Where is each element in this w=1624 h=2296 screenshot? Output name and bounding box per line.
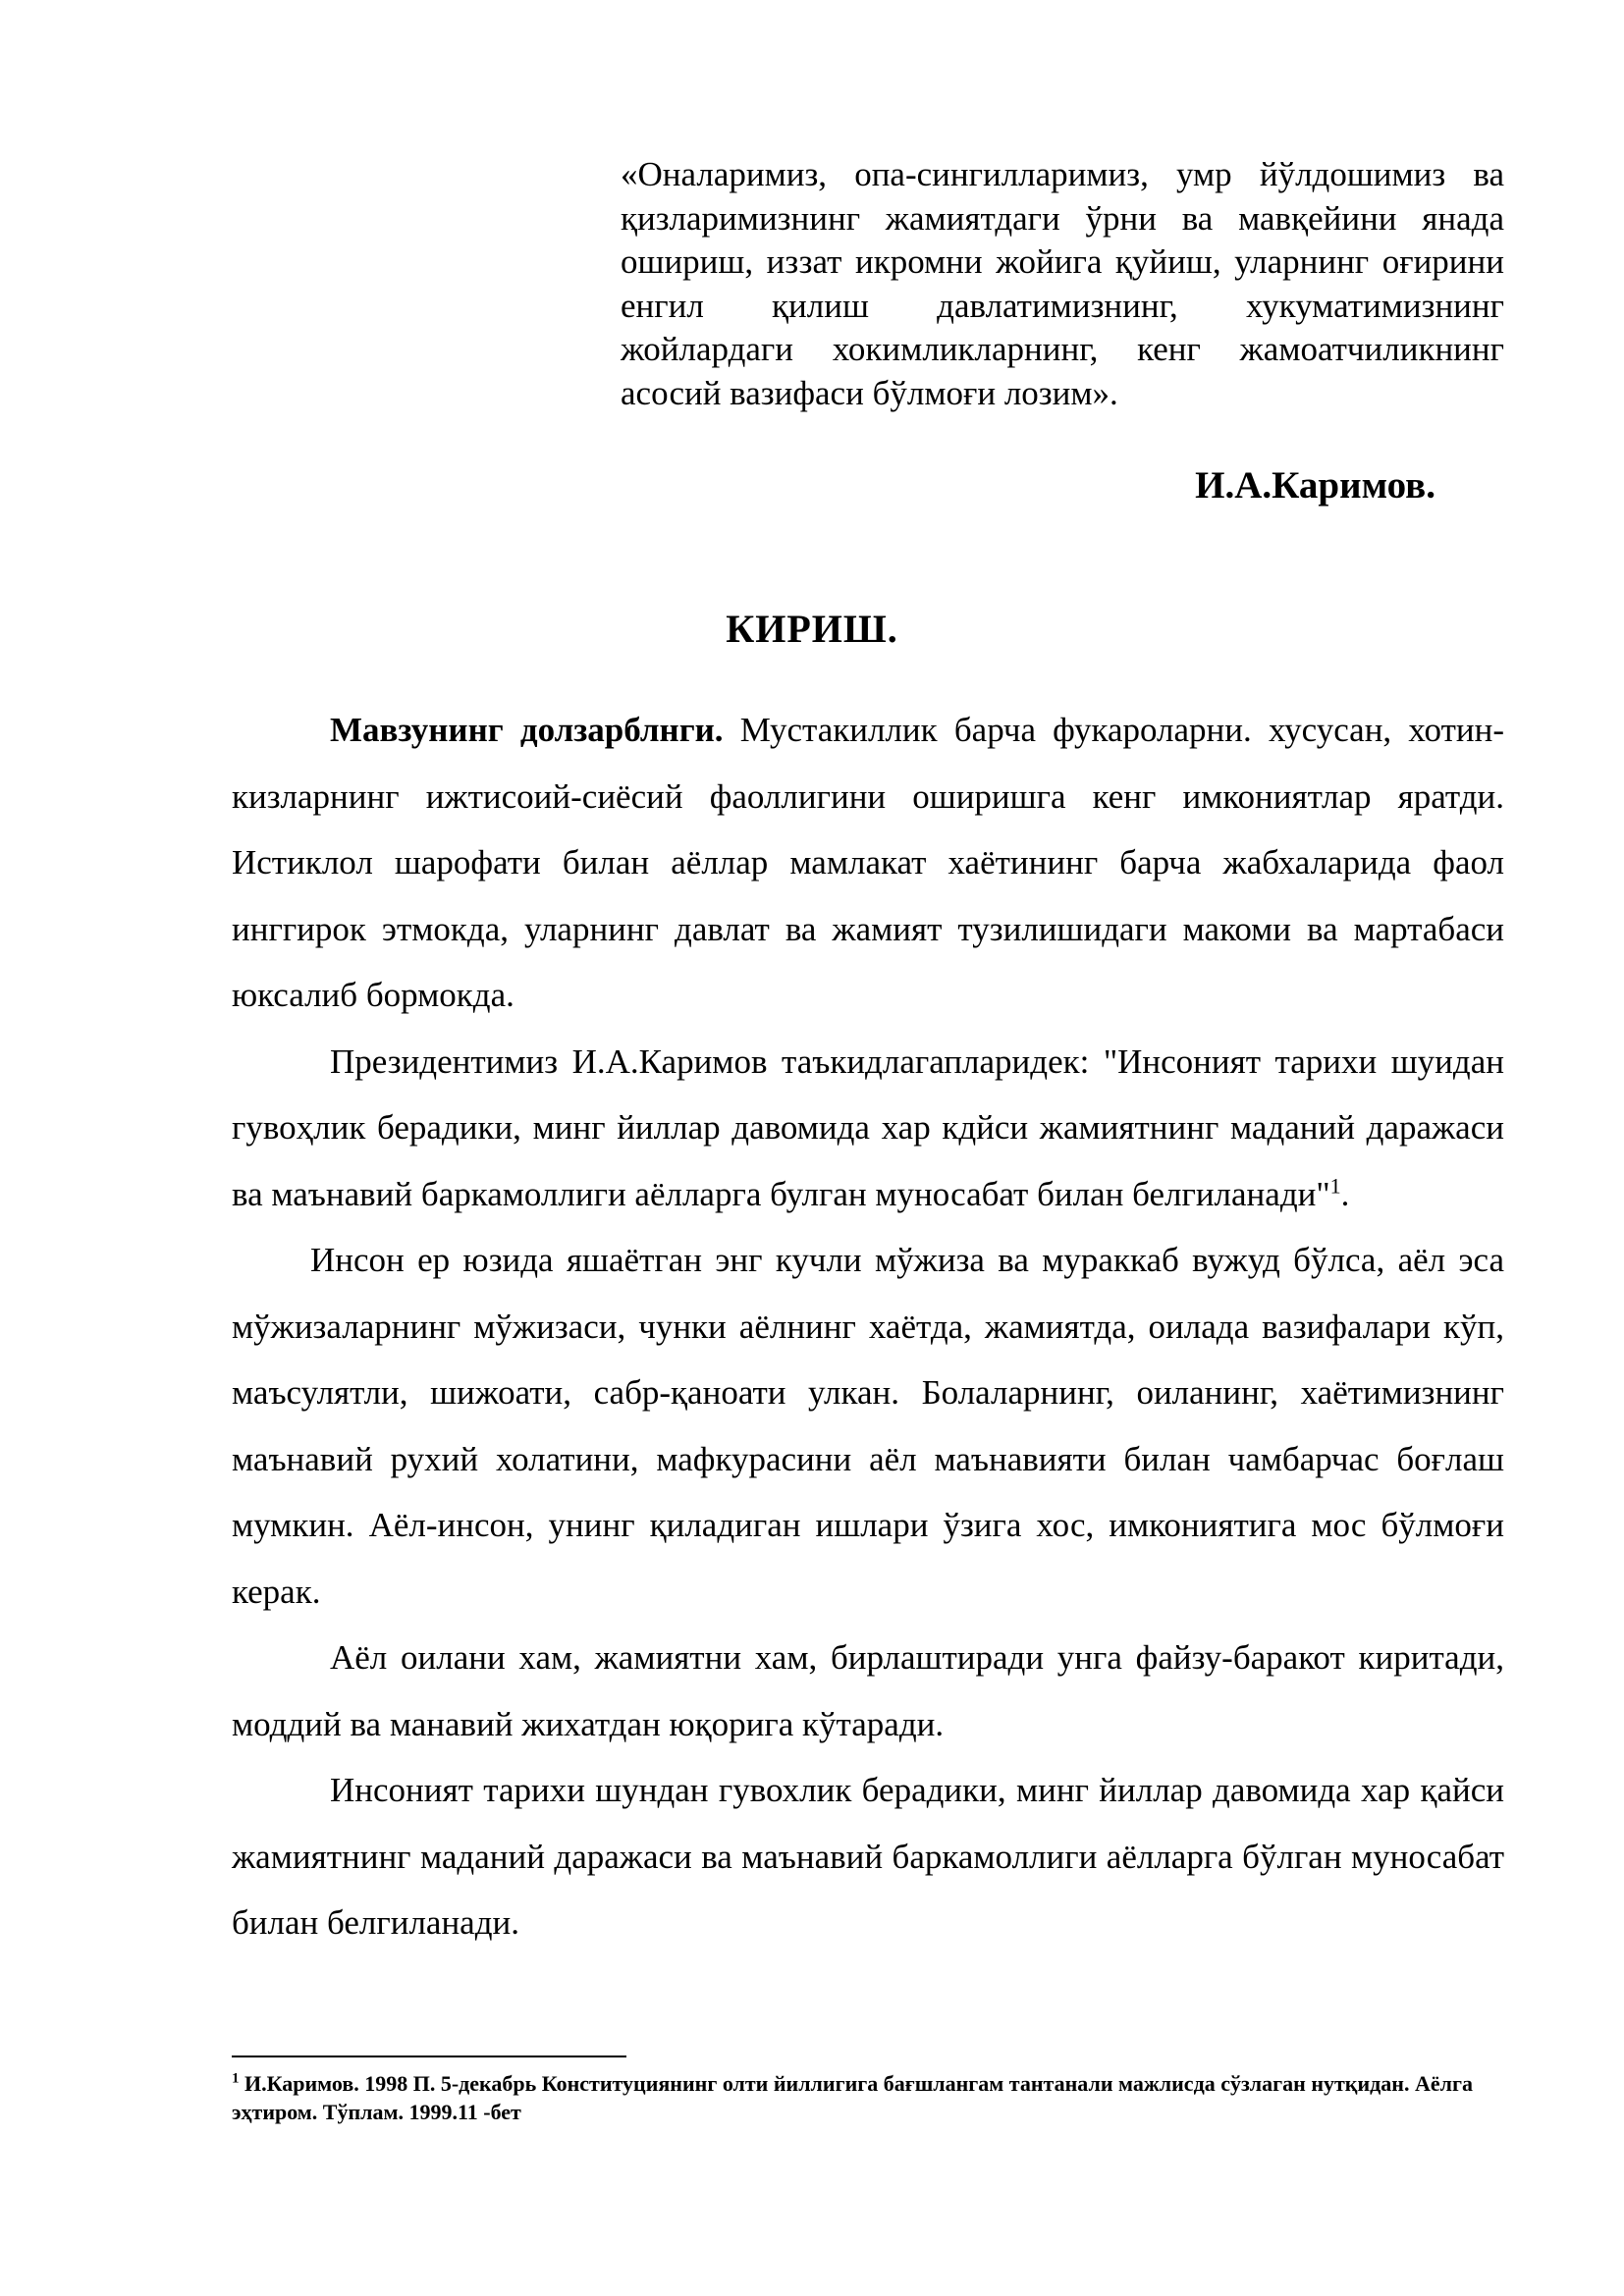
footnote-number: 1 bbox=[232, 2070, 240, 2087]
paragraph-president-quote bbox=[232, 1029, 1504, 1228]
paragraph-person: Инсон ер юзида яшаётган энг кучли мўжиза ва мураккаб вужуд бўлса, аёл эса мўжизаларнинг мўжизаси, чунки аёлнинг хаётда, жамиятда, оилада вазифалари кўп, маъсулятли, шижоати, сабр-қаноати улкан. Болаларнинг, оиланинг, хаётимизнинг маънавий рухий холатини, мафкурасини аёл маънавияти билан чамбарчас боғлаш мумкин. Аёл-инсон, унинг қиладиган ишлари ўзига хос, имкониятига мос бўлмоғи керак. bbox=[232, 1241, 1504, 1611]
paragraph-family: Аёл оилани хам, жамиятни хам, бирлаштиради унга файзу-баракот киритади, моддий ва манавий жихатдан юқорига кўтаради. bbox=[232, 1638, 1504, 1743]
paragraph-lead: Мавзунинг долзарблнги. bbox=[330, 711, 724, 749]
section-heading: КИРИШ. bbox=[726, 607, 898, 651]
epigraph-author: И.А.Каримов. bbox=[1195, 464, 1435, 507]
paragraph-text: Президентимиз И.А.Каримов таъкидлагапларидек: "Инсоният тарихи шуидан гувоҳлик берадики, минг йиллар давомида хар кдйси жамиятнинг маданий даражаси ва маънавий баркамоллиги аёлларга булган муносабат билан белгиланади" bbox=[232, 1041, 1504, 1213]
paragraph-end: . bbox=[1340, 1174, 1350, 1213]
paragraph-relevance bbox=[232, 697, 1504, 1029]
footnote-reference[interactable]: 1 bbox=[1329, 1172, 1341, 1198]
footnote bbox=[232, 2069, 1504, 2126]
footnote-text: И.Каримов. 1998 П. 5-декабрь Конституциянинг олти йиллигига бағшлангам тантанали мажлисда сўзлаган нутқидан. Аёлга эҳтиром. Тўплам. 1999.11 -бет bbox=[232, 2071, 1473, 2124]
paragraph-text: Мустакиллик барча фукароларни. хусусан, хотин-кизларнинг ижтисоий-сиёсий фаоллигини оширишга кенг имкониятлар яратди. Истиклол шарофати билан аёллар мамлакат хаётининг барча жабхаларида фаол инггирок этмокда, уларнинг давлат ва жамият тузилишидаги макоми ва мартабаси юксалиб бормокда. bbox=[232, 711, 1504, 1014]
body-text bbox=[232, 697, 1504, 1956]
epigraph-quote: «Оналаримиз, опа-сингилларимиз, умр йўлдошимиз ва қизларимизнинг жамиятдаги ўрни ва мавқейини янада ошириш, иззат икромни жойига қуйиш, уларнинг оғирини енгил қилиш давлатимизнинг, хукуматимизнинг жойлардаги хокимликларнинг, кенг жамоатчиликнинг асосий вазифаси бўлмоғи лозим». bbox=[621, 155, 1504, 412]
footnote-separator bbox=[232, 2056, 626, 2057]
paragraph-history: Инсоният тарихи шундан гувохлик берадики, минг йиллар давомида хар қайси жамиятнинг маданий даражаси ва маънавий баркамоллиги аёлларга бўлган муносабат билан белгиланади. bbox=[232, 1771, 1504, 1942]
